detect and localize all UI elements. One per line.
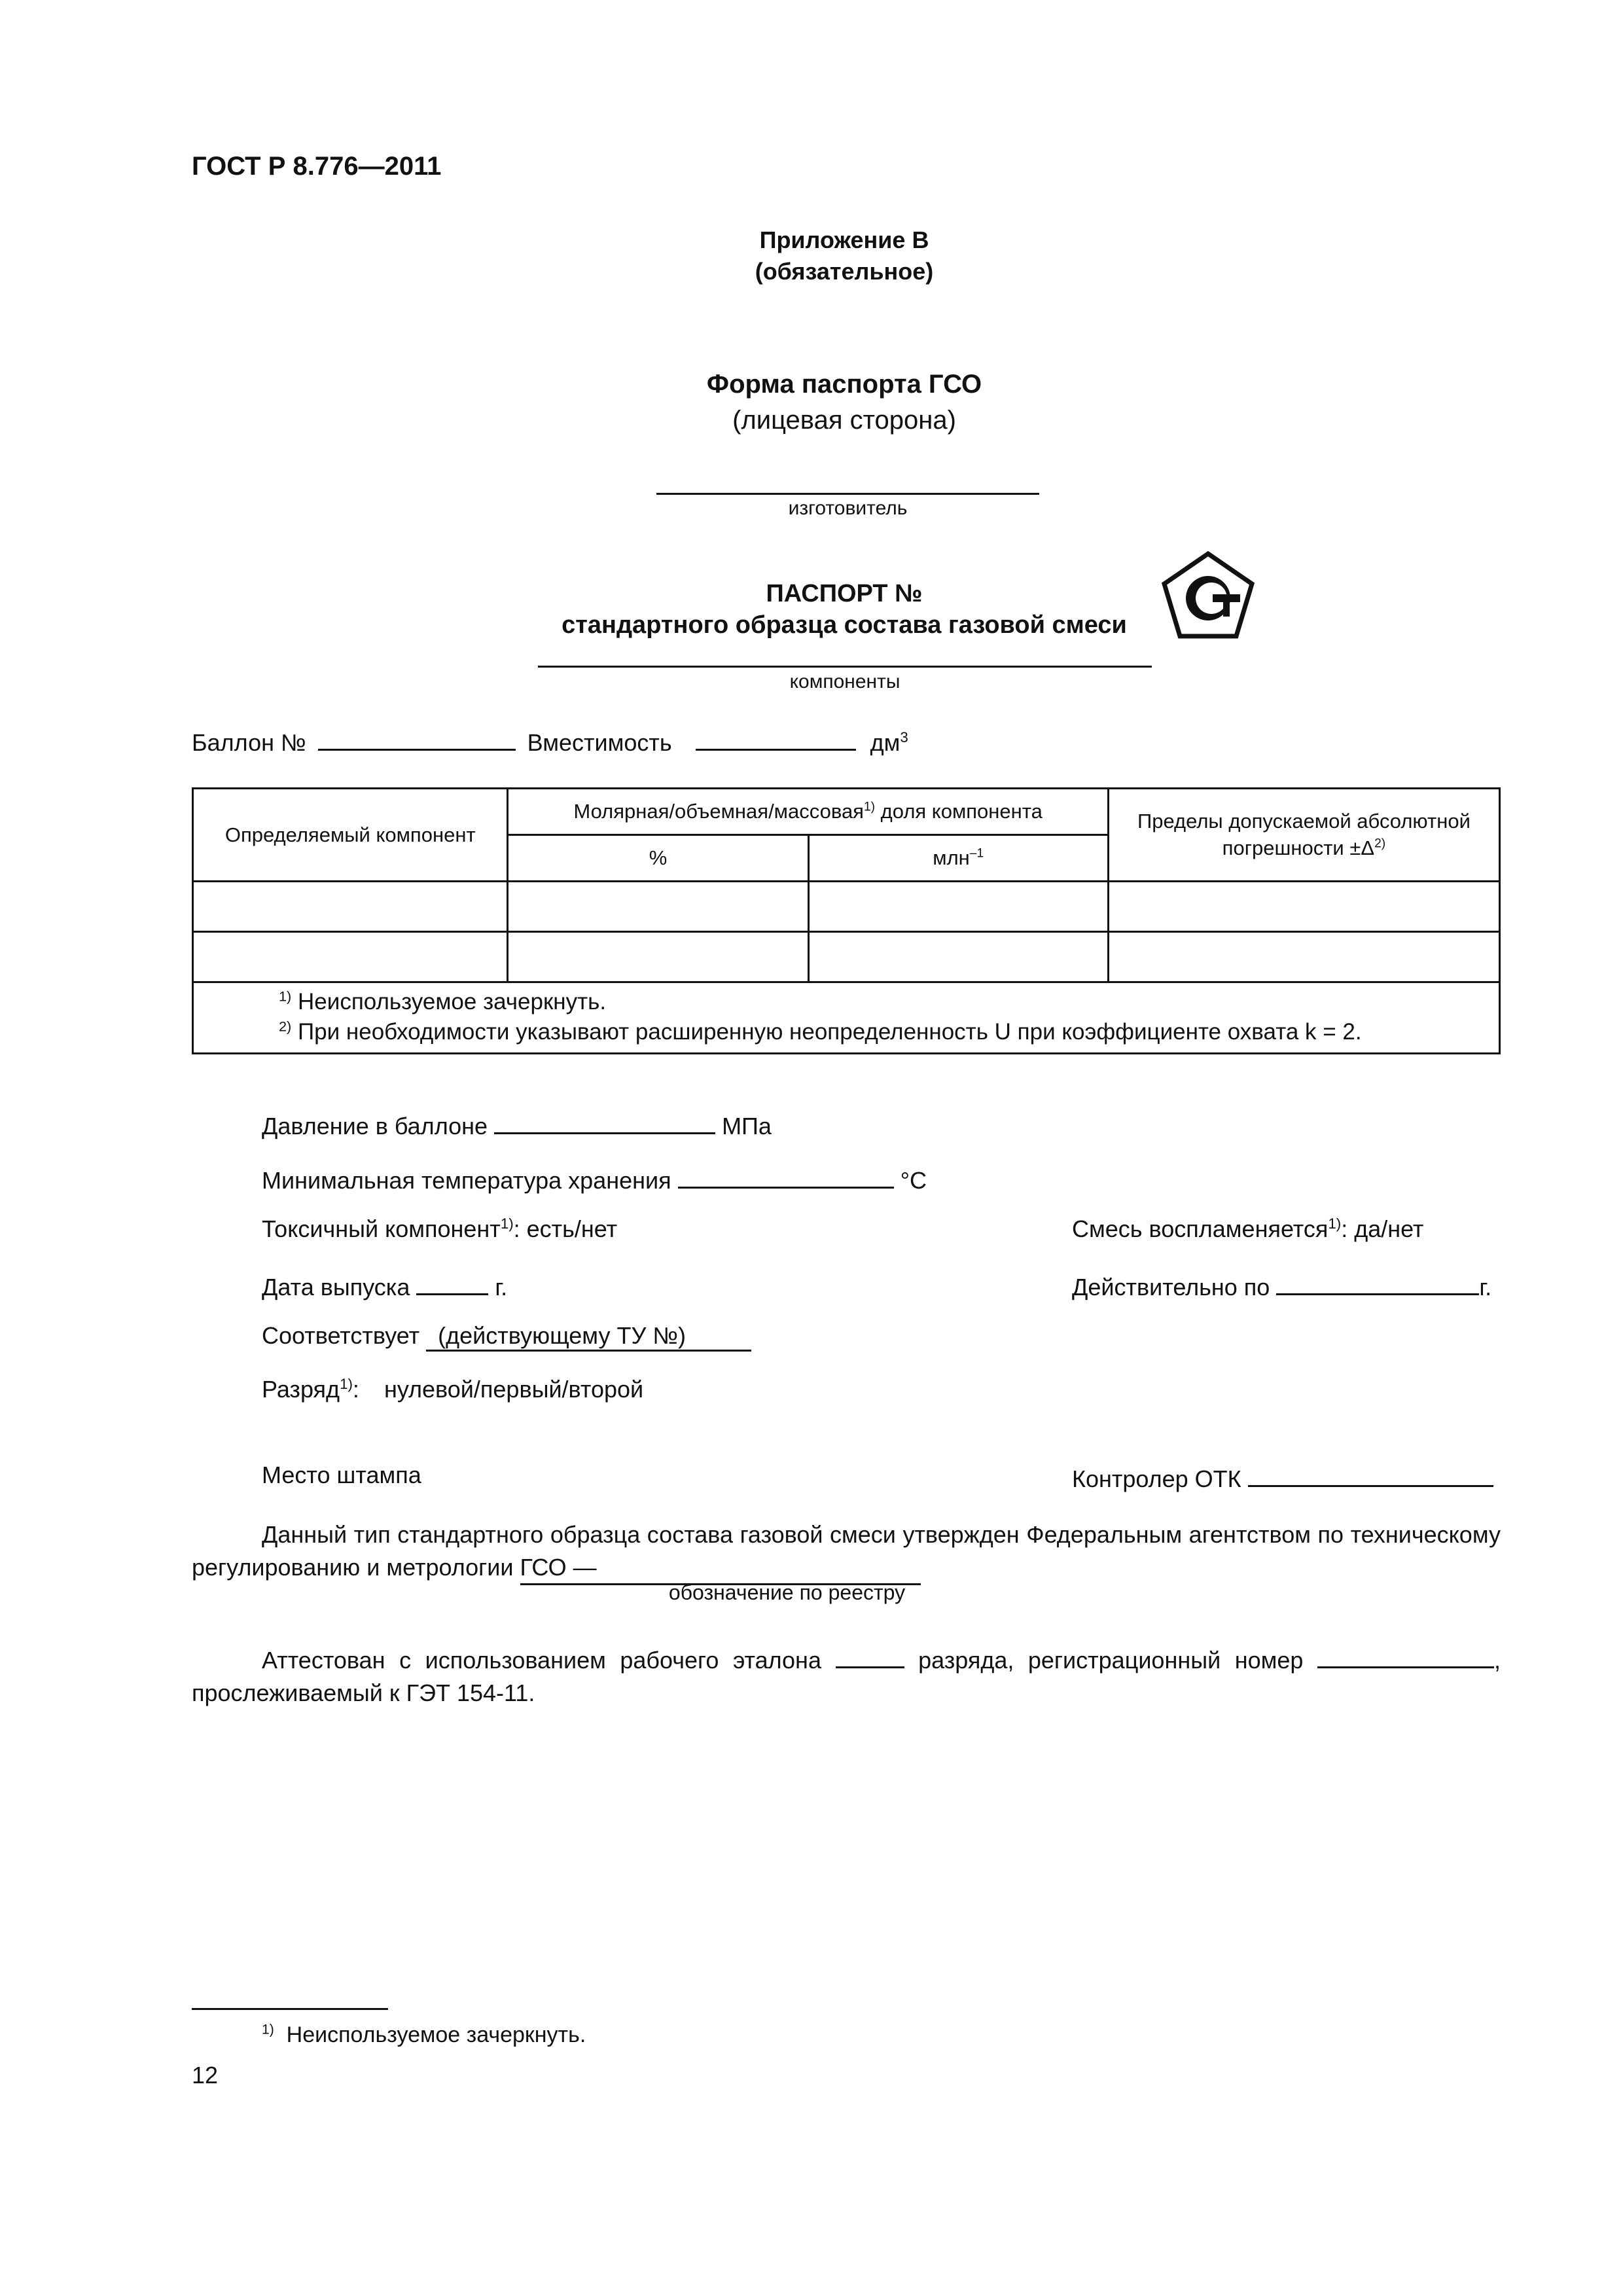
pressure-field[interactable] — [494, 1109, 715, 1134]
table-cell[interactable] — [193, 882, 508, 932]
pressure-row: Давление в баллоне МПа — [262, 1109, 772, 1140]
min-temperature-row: Минимальная температура хранения °С — [262, 1163, 927, 1194]
table-row — [193, 932, 1500, 982]
registry-caption: обозначение по реестру — [668, 1581, 906, 1604]
registration-number-field[interactable] — [1317, 1643, 1494, 1668]
manufacturer-caption: изготовитель — [788, 497, 908, 519]
gost-certification-mark-icon — [1160, 551, 1256, 640]
page-number: 12 — [192, 2062, 219, 2089]
capacity-field[interactable] — [696, 725, 856, 751]
valid-until-row: Действительно по г. — [1072, 1270, 1491, 1301]
stamp-place-label: Место штампа — [262, 1462, 421, 1488]
header-fraction: Молярная/объемная/массовая$^{1)}$ доля компонента — [508, 789, 1108, 835]
appendix-heading — [0, 224, 1623, 287]
footnote-rule — [192, 2008, 388, 2010]
capacity-label: Вместимость — [527, 729, 672, 756]
manufacturer-blank-line — [656, 493, 1039, 495]
issue-date-field[interactable] — [416, 1270, 488, 1295]
cylinder-number-label: Баллон № — [192, 729, 306, 756]
table-row — [193, 882, 1500, 932]
gso-designation-field[interactable]: ГСО — — [520, 1551, 921, 1586]
min-temperature-field[interactable] — [678, 1163, 894, 1189]
grade-row: Разряд$^{1)}$: нулевой/первый/второй — [262, 1376, 644, 1403]
etalon-grade-field[interactable] — [836, 1643, 904, 1668]
table-cell[interactable] — [1108, 882, 1499, 932]
grade-options: нулевой/первый/второй — [383, 1376, 644, 1403]
table-notes — [193, 982, 1500, 1054]
flammable-row: Смесь воспламеняется$^{1)}$: да/нет — [1072, 1215, 1424, 1242]
header-ppm: млн$^{-1}$ — [808, 835, 1108, 882]
table-note: $^{2)}$ При необходимости указывают расширенную неопределенность U при коэффициенте охвата k = 2. — [279, 1018, 1362, 1045]
header-error-limits: Пределы допускаемой абсолютной погрешности $\pm\Delta^{2)}$ — [1108, 789, 1499, 882]
table-cell[interactable] — [193, 932, 508, 982]
table-cell[interactable] — [508, 932, 808, 982]
appendix-title: Приложение В — [759, 226, 929, 253]
conforms-field[interactable]: (действующему ТУ №) — [426, 1322, 751, 1352]
passport-subject-heading: стандартного образца состава газовой смеси — [562, 611, 1127, 639]
controller-field[interactable] — [1248, 1462, 1493, 1487]
conforms-row: Соответствует (действующему ТУ №) — [262, 1322, 751, 1352]
form-subtitle: (лицевая сторона) — [732, 406, 956, 435]
passport-number-heading: ПАСПОРТ № — [766, 580, 923, 607]
issue-date-row: Дата выпуска г. — [262, 1270, 507, 1301]
appendix-status: (обязательное) — [755, 257, 934, 285]
controller-row: Контролер ОТК — [1072, 1462, 1493, 1493]
approval-paragraph: Данный тип стандартного образца состава газовой смеси утвержден Федеральным агентством по техническому регулированию и метрологии ГСО — — [192, 1518, 1501, 1585]
cylinder-row — [192, 725, 908, 757]
footnote: $^{1)}$ Неиспользуемое зачеркнуть. — [262, 2022, 586, 2047]
capacity-unit: $дм^3$ — [870, 729, 908, 756]
form-title: Форма паспорта ГСО — [706, 370, 982, 399]
valid-until-field[interactable] — [1276, 1270, 1479, 1295]
header-percent: % — [508, 835, 808, 882]
document-code: ГОСТ Р 8.776—2011 — [192, 152, 442, 181]
cylinder-number-field[interactable] — [318, 725, 516, 751]
toxic-component-row: Токсичный компонент$^{1)}$: есть/нет — [262, 1215, 618, 1242]
components-blank-line — [538, 666, 1152, 668]
components-caption: компоненты — [789, 671, 901, 692]
table-cell[interactable] — [1108, 932, 1499, 982]
certification-paragraph: Аттестован с использованием рабочего эталона разряда, регистрационный номер , прослеживаемый к ГЭТ 154-11. — [192, 1643, 1501, 1709]
header-component: Определяемый компонент — [193, 789, 508, 882]
table-cell[interactable] — [508, 882, 808, 932]
components-table — [192, 787, 1501, 1054]
table-cell[interactable] — [808, 882, 1108, 932]
table-note: $^{1)}$ Неиспользуемое зачеркнуть. — [279, 988, 607, 1014]
table-cell[interactable] — [808, 932, 1108, 982]
